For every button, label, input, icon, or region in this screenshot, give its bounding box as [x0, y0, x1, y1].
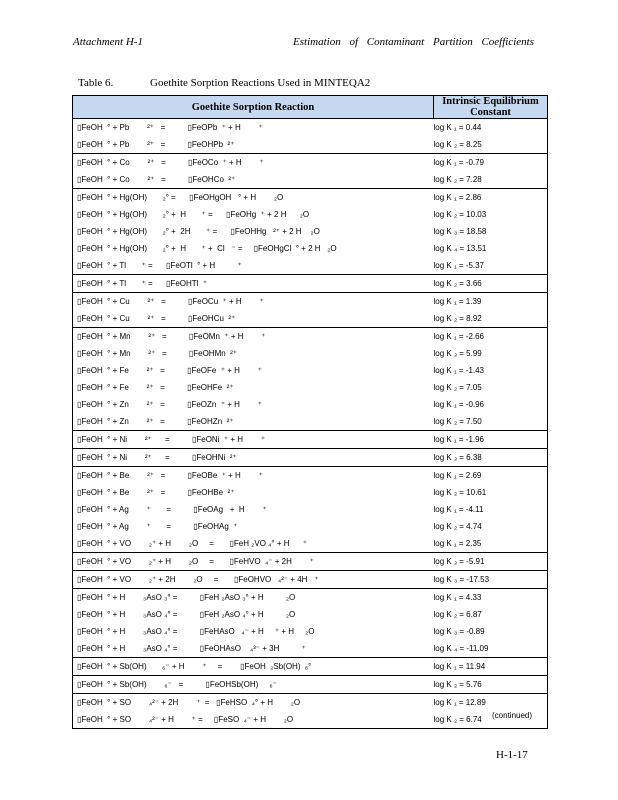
reaction-cell: ▯FeOH ° + H ₃AsO ₃° = ▯FeH ₂AsO ₃° + H ₂O: [73, 589, 434, 607]
table-header-row: [73, 96, 548, 119]
constant-cell: log K ₁ = -2.66: [434, 328, 548, 346]
reaction-cell: ▯FeOH ° + Pb ²⁺ = ▯FeOHPb ²⁺: [73, 136, 434, 154]
constant-cell: log K ₂ = 8.25: [434, 136, 548, 154]
reaction-cell: ▯FeOH ° + Be ²⁺ = ▯FeOHBe ²⁺: [73, 484, 434, 501]
constant-cell: log K ₁ = 11.94: [434, 658, 548, 676]
constant-cell: log K ₁ = -1.43: [434, 362, 548, 379]
constant-cell: log K ₁ = 0.44: [434, 119, 548, 137]
constant-cell: log K ₂ = 6.74: [434, 711, 548, 729]
constant-cell: log K ₂ = 10.61: [434, 484, 548, 501]
table-row: [73, 467, 548, 485]
constant-cell: log K ₃ = 18.58: [434, 223, 548, 240]
header-reaction: Goethite Sorption Reaction: [73, 96, 434, 119]
page-number: H-1-17: [496, 749, 528, 761]
table-row: [73, 553, 548, 571]
constant-cell: log K ₂ = -5.91: [434, 553, 548, 571]
table-row: [73, 589, 548, 607]
table-row: [73, 362, 548, 379]
reaction-cell: ▯FeOH ° + Tl ⁺ = ▯FeOTl ° + H ⁺: [73, 257, 434, 275]
constant-cell: log K ₂ = 6.38: [434, 449, 548, 467]
constant-cell: log K ₁ = -0.96: [434, 396, 548, 413]
table-row: [73, 449, 548, 467]
reaction-cell: ▯FeOH ° + VO ₂⁺ + H ₂O = ▯FeHVO ₄⁻ + 2H ⁺: [73, 553, 434, 571]
running-header-right: Estimation of Contaminant Partition Coefficients: [293, 36, 534, 48]
table-row: [73, 694, 548, 712]
table-row: [73, 257, 548, 275]
reaction-cell: ▯FeOH ° + Hg(OH) ₂° = ▯FeOHgOH ° + H ₂O: [73, 189, 434, 207]
table-row: [73, 658, 548, 676]
table-row: [73, 379, 548, 396]
table-row: [73, 154, 548, 172]
reaction-cell: ▯FeOH ° + Zn ²⁺ = ▯FeOZn ⁺ + H ⁺: [73, 396, 434, 413]
table-row: [73, 189, 548, 207]
reaction-cell: ▯FeOH ° + Co ²⁺ = ▯FeOHCo ²⁺: [73, 171, 434, 189]
constant-cell: log K ₂ = 4.74: [434, 518, 548, 535]
table-row: [73, 136, 548, 154]
reaction-cell: ▯FeOH ° + Zn ²⁺ = ▯FeOHZn ²⁺: [73, 413, 434, 431]
table-row: [73, 606, 548, 623]
constant-cell: log K ₂ = 5.99: [434, 345, 548, 362]
reaction-cell: ▯FeOH ° + Pb ²⁺ = ▯FeOPb ⁺ + H ⁺: [73, 119, 434, 137]
reaction-cell: ▯FeOH ° + Mn ²⁺ = ▯FeOMn ⁺ + H ⁺: [73, 328, 434, 346]
table-title: Goethite Sorption Reactions Used in MINTEQA2: [150, 77, 371, 89]
reaction-cell: ▯FeOH ° + Sb(OH) ₆⁻ + H ⁺ = ▯FeOH ₂Sb(OH) ₆°: [73, 658, 434, 676]
table-row: [73, 206, 548, 223]
sorption-table: [72, 95, 548, 729]
reaction-cell: ▯FeOH ° + Hg(OH) ₂° + H ⁺ + Cl ⁻ = ▯FeOHgCl ° + 2 H ₂O: [73, 240, 434, 257]
table-row: [73, 711, 548, 729]
table-row: [73, 328, 548, 346]
table-row: [73, 275, 548, 293]
constant-cell: log K ₁ = -5.37: [434, 257, 548, 275]
constant-cell: log K ₂ = 7.50: [434, 413, 548, 431]
table-row: [73, 431, 548, 449]
reaction-cell: ▯FeOH ° + Hg(OH) ₂° + 2H ⁺ = ▯FeOHHg ²⁺ + 2 H ₂O: [73, 223, 434, 240]
constant-cell: log K ₁ = 2.35: [434, 535, 548, 553]
table-row: [73, 293, 548, 311]
constant-cell: log K ₁ = 2.69: [434, 467, 548, 485]
table-row: [73, 171, 548, 189]
table-body: [73, 119, 548, 729]
reaction-cell: ▯FeOH ° + SO ₄²⁻ + H ⁺ = ▯FeSO ₄⁻ + H ₂O: [73, 711, 434, 729]
constant-cell: log K ₂ = 5.76: [434, 676, 548, 694]
constant-cell: log K ₁ = 12.89: [434, 694, 548, 712]
table-row: [73, 501, 548, 518]
constant-cell: log K ₂ = 7.28: [434, 171, 548, 189]
reaction-cell: ▯FeOH ° + H ₃AsO ₄° = ▯FeH ₂AsO ₄° + H ₂O: [73, 606, 434, 623]
table-row: [73, 119, 548, 137]
reaction-cell: ▯FeOH ° + Cu ²⁺ = ▯FeOHCu ²⁺: [73, 310, 434, 328]
reaction-cell: ▯FeOH ° + Hg(OH) ₂° + H ⁺ = ▯FeOHg ⁺ + 2 H ₂O: [73, 206, 434, 223]
constant-cell: log K ₂ = 10.03: [434, 206, 548, 223]
constant-cell: log K ₂ = 6.87: [434, 606, 548, 623]
constant-cell: log K ₁ = 4.33: [434, 589, 548, 607]
table-row: [73, 623, 548, 640]
reaction-cell: ▯FeOH ° + SO ₄²⁻ + 2H ⁺ = ▯FeHSO ₄° + H ₂O: [73, 694, 434, 712]
table-row: [73, 640, 548, 658]
table-row: [73, 240, 548, 257]
table-row: [73, 223, 548, 240]
table-number: Table 6.: [78, 77, 114, 89]
reaction-cell: ▯FeOH ° + Ni ²⁺ = ▯FeOHNi ²⁺: [73, 449, 434, 467]
reaction-cell: ▯FeOH ° + Ag ⁺ = ▯FeOHAg ⁺: [73, 518, 434, 535]
continued-note: (continued): [492, 711, 533, 720]
header-constant: Intrinsic Equilibrium Constant: [434, 96, 548, 119]
table-caption: [78, 77, 370, 89]
constant-cell: log K ₁ = 2.86: [434, 189, 548, 207]
constant-cell: log K ₁ = -0.79: [434, 154, 548, 172]
constant-cell: log K ₁ = 1.39: [434, 293, 548, 311]
reaction-cell: ▯FeOH ° + VO ₂⁺ + 2H ₂O = ▯FeOHVO ₄²⁻ + 4H ⁺: [73, 571, 434, 589]
constant-cell: log K ₄ = -11.09: [434, 640, 548, 658]
reaction-cell: ▯FeOH ° + Tl ⁺ = ▯FeOHTl ⁺: [73, 275, 434, 293]
table-row: [73, 676, 548, 694]
reaction-cell: ▯FeOH ° + Be ²⁺ = ▯FeOBe ⁺ + H ⁺: [73, 467, 434, 485]
reaction-cell: ▯FeOH ° + Fe ²⁺ = ▯FeOFe ⁺ + H ⁺: [73, 362, 434, 379]
constant-cell: log K ₃ = -17.53: [434, 571, 548, 589]
constant-cell: log K ₁ = -1.96: [434, 431, 548, 449]
reaction-cell: ▯FeOH ° + Ni ²⁺ = ▯FeONi ⁺ + H ⁺: [73, 431, 434, 449]
table-row: [73, 413, 548, 431]
table-row: [73, 310, 548, 328]
running-header-left: Attachment H-1: [73, 36, 143, 48]
constant-cell: log K ₄ = 13.51: [434, 240, 548, 257]
table-row: [73, 518, 548, 535]
reaction-cell: ▯FeOH ° + Ag ⁺ = ▯FeOAg + H ⁺: [73, 501, 434, 518]
reaction-cell: ▯FeOH ° + Mn ²⁺ = ▯FeOHMn ²⁺: [73, 345, 434, 362]
constant-cell: log K ₃ = -0.89: [434, 623, 548, 640]
constant-cell: log K ₂ = 3.66: [434, 275, 548, 293]
reaction-cell: ▯FeOH ° + Cu ²⁺ = ▯FeOCu ⁺ + H ⁺: [73, 293, 434, 311]
constant-cell: log K ₂ = 8.92: [434, 310, 548, 328]
constant-cell: log K ₂ = 7.05: [434, 379, 548, 396]
constant-cell: log K ₁ = -4.11: [434, 501, 548, 518]
reaction-cell: ▯FeOH ° + VO ₂⁺ + H ₂O = ▯FeH ₂VO ₄° + H ⁺: [73, 535, 434, 553]
reaction-cell: ▯FeOH ° + Fe ²⁺ = ▯FeOHFe ²⁺: [73, 379, 434, 396]
reaction-cell: ▯FeOH ° + H ₃AsO ₄° = ▯FeHAsO ₄⁻ + H ⁺ + H ₂O: [73, 623, 434, 640]
table-row: [73, 484, 548, 501]
table-row: [73, 396, 548, 413]
reaction-cell: ▯FeOH ° + Co ²⁺ = ▯FeOCo ⁺ + H ⁺: [73, 154, 434, 172]
table-row: [73, 535, 548, 553]
table-row: [73, 345, 548, 362]
reaction-cell: ▯FeOH ° + Sb(OH) ₆⁻ = ▯FeOHSb(OH) ₆⁻: [73, 676, 434, 694]
table-row: [73, 571, 548, 589]
reaction-cell: ▯FeOH ° + H ₃AsO ₄° = ▯FeOHAsO ₄³⁻ + 3H ⁺: [73, 640, 434, 658]
